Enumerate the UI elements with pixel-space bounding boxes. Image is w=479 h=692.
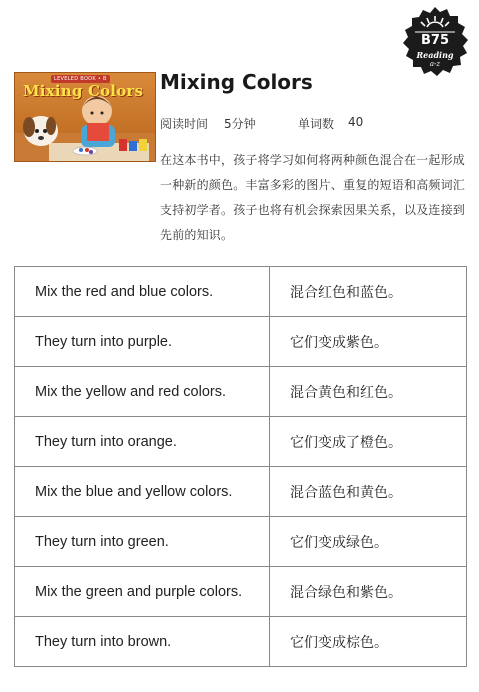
english-sentence: They turn into green.	[15, 517, 270, 567]
reading-level-badge	[398, 6, 472, 80]
chinese-translation: 它们变成紫色。	[270, 317, 467, 367]
english-sentence: They turn into brown.	[15, 617, 270, 667]
word-count-value: 40	[348, 115, 364, 129]
book-title: Mixing Colors	[160, 70, 313, 94]
chinese-translation: 混合蓝色和黄色。	[270, 467, 467, 517]
chinese-translation: 它们变成棕色。	[270, 617, 467, 667]
english-sentence: They turn into purple.	[15, 317, 270, 367]
table-row	[15, 467, 467, 517]
badge-brand-line2: a-z	[429, 60, 441, 68]
badge-brand-line1: Reading	[416, 50, 454, 60]
table-row	[15, 567, 467, 617]
english-sentence: They turn into orange.	[15, 417, 270, 467]
english-sentence: Mix the red and blue colors.	[15, 267, 270, 317]
table-row	[15, 317, 467, 367]
chinese-translation: 混合红色和蓝色。	[270, 267, 467, 317]
book-description: 在这本书中，孩子将学习如何将两种颜色混合在一起形成一种新的颜色。丰富多彩的图片、重复的短语和高频词汇支持初学者。孩子也将有机会探索因果关系，以及连接到先前的知识。	[160, 153, 466, 242]
cover-series-label: LEVELED BOOK • B	[51, 75, 110, 83]
badge-level-code: B75	[421, 33, 449, 48]
english-sentence: Mix the green and purple colors.	[15, 567, 270, 617]
english-sentence: Mix the yellow and red colors.	[15, 367, 270, 417]
sentence-table	[14, 266, 467, 667]
table-row	[15, 617, 467, 667]
book-cover-image	[14, 72, 156, 162]
chinese-translation: 混合黄色和红色。	[270, 367, 467, 417]
table-row	[15, 267, 467, 317]
reading-time-label: 阅读时间	[160, 117, 209, 131]
chinese-translation: 它们变成了橙色。	[270, 417, 467, 467]
cover-title: Mixing Colors	[23, 82, 144, 100]
chinese-translation: 混合绿色和紫色。	[270, 567, 467, 617]
word-count-label: 单词数	[298, 117, 335, 131]
reading-time-value: 5分钟	[224, 117, 256, 131]
english-sentence: Mix the blue and yellow colors.	[15, 467, 270, 517]
chinese-translation: 它们变成绿色。	[270, 517, 467, 567]
table-row	[15, 517, 467, 567]
table-row	[15, 417, 467, 467]
table-row	[15, 367, 467, 417]
